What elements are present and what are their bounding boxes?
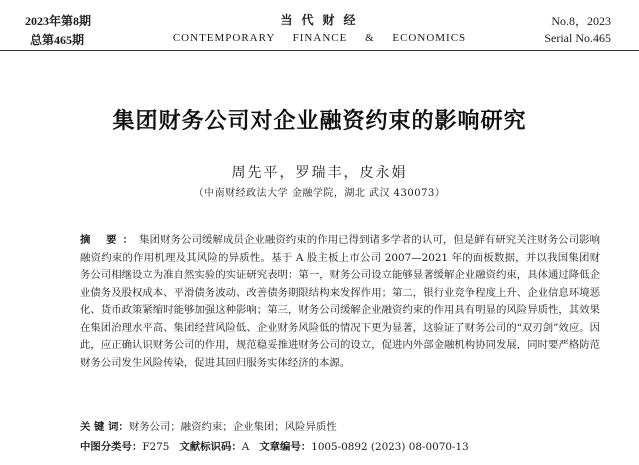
keywords: [80, 418, 620, 433]
article-title: 集团财务公司对企业融资约束的影响研究: [112, 109, 527, 134]
abstract: [80, 232, 600, 372]
issue-en: No.8，2023: [551, 14, 611, 28]
serial-cn: 总第465期: [30, 33, 85, 47]
clc-label: 中图分类号：: [80, 441, 143, 453]
abstract-text: 集团财务公司缓解成员企业融资约束的作用已得到诸多学者的认可，但是鲜有研究关注财务公司影响融资约束的作用机理及其风险的异质性。基于 A 股主板上市公司 2007—2021 年的面板数据，并以我国集团财务公司相继设立为准自然实验的实证研究表明：第一，财务公司设立能够显著缓解企业融资约束，具体通过降低企业债务及股权成本、平滑债务波动、改善债务期限结构来发挥作用；第二，银行业竞争程度上升、企业信息环境恶化、货币政策紧缩时能够加强这种影响；第三，财务公司缓解企业融资约束的作用具有明显的风险异质性，其效果在集团治理水平高、集团经营风险低、企业财务风险低的情况下更为显著，这验证了财务公司的“双刃剑”效应。因此，应正确认识财务公司的作用，规范稳妥推进财务公司的设立，促进内外部金融机构协同发展，同时要严格防范财务公司发生风险传染，促进其回归服务实体经济的本源。: [80, 234, 600, 369]
journal-name-en: CONTEMPORARY FINANCE & ECONOMICS: [172, 32, 467, 44]
classification-line: [80, 438, 620, 453]
doc-code-label: 文献标识码：: [179, 441, 242, 453]
doc-code-value: A: [241, 441, 250, 453]
abstract-label: 摘 要：: [80, 234, 140, 246]
article-number-value: 1005-0892 (2023) 08-0070-13: [311, 441, 469, 453]
serial-en: Serial No.465: [544, 31, 611, 45]
keywords-label: 关 键 词：: [80, 421, 129, 433]
journal-header: [0, 0, 639, 52]
keywords-text: 财务公司；融资约束；企业集团；风险异质性: [128, 421, 337, 433]
authors: 周先平，罗瑞丰，皮永娟: [231, 165, 408, 181]
clc-value: F275: [142, 441, 170, 453]
header-rule: [0, 50, 639, 51]
affiliation: （中南财经政法大学 金融学院，湖北 武汉 430073）: [193, 188, 446, 199]
article-number-label: 文章编号：: [259, 441, 312, 453]
issue-cn: 2023年第8期: [25, 14, 92, 28]
journal-name-cn: 当 代 财 经: [280, 13, 359, 27]
